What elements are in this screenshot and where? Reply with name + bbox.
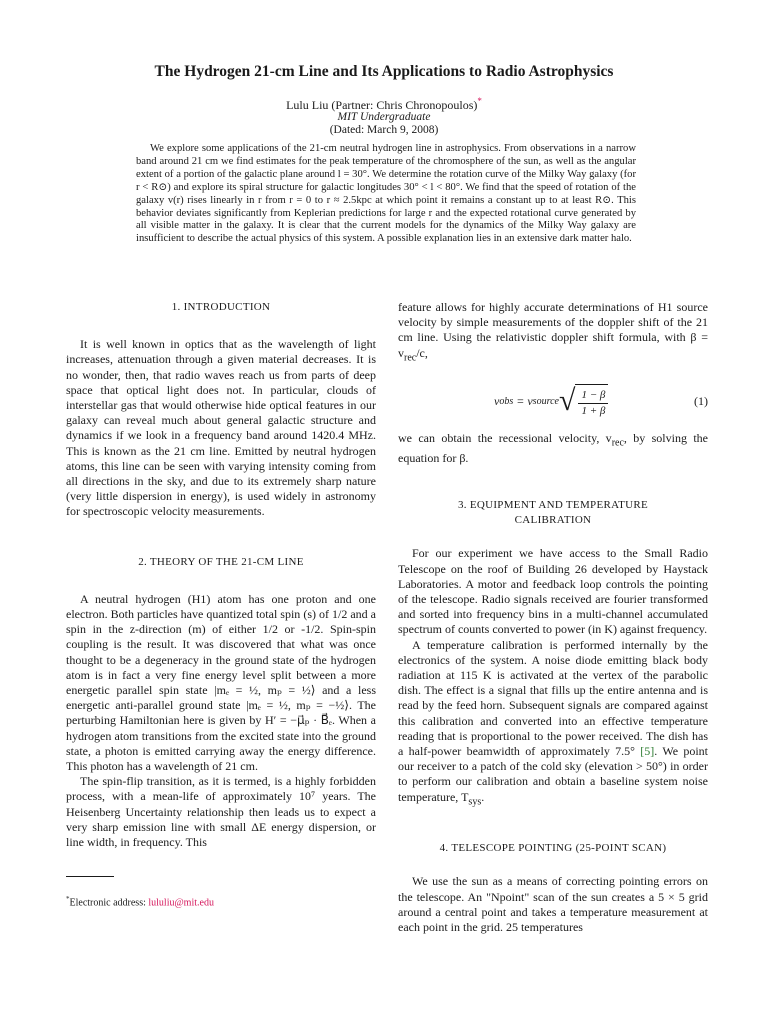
- section-heading-theory: 2. THEORY OF THE 21-CM LINE: [138, 555, 304, 568]
- section-heading-equipment: 3. EQUIPMENT AND TEMPERATURE CALIBRATION: [457, 499, 649, 527]
- section-heading-introduction: 1. INTRODUCTION: [171, 301, 271, 313]
- section-heading-pointing: 4. TELESCOPE POINTING (25-POINT SCAN): [439, 842, 667, 855]
- author-footnote-mark[interactable]: *: [477, 96, 482, 106]
- equation-1: [398, 379, 708, 423]
- theory-paragraph-1: A neutral hydrogen (H1) atom has one proton and one electron. Both particles have quantized total spin (s) of 1/2 and a spin in the z-direction (m) of either 1/2 or -1/2. Spin-spin coupling is the result. It was discovered that what was once thought to be a degeneracy in the ground state of the hydrogen atom is in fact a very fine energy level split between a more energetic parallel spin state |mₑ = ½, mₚ = ½⟩ and a less energetic anti-parallel ground state |mₑ = ½, mₚ = −½⟩. The perturbing Hamiltonian here is given by H′ = −μ⃗ₚ · B⃗ₑ. When a hydrogen atom transitions from the excited state into the ground state, a photon is emitted carrying away the energy difference. This photon has a wavelength of 21 cm.: [66, 591, 376, 774]
- abstract: We explore some applications of the 21-cm neutral hydrogen line in astrophysics. From observations in a narrow band around 21 cm we find estimates for the peak temperature of the chromosphere of the sun, as well as the angular extent of a portion of the galactic plane around l = 30°. We determine the rotation curve of the Milky Way galaxy (for r < R⊙) and explore its spiral structure for galactic longitudes 30° < l < 80°. We find that the speed of rotation of the galaxy v(r) rises linearly in r from r = 0 to r ≈ 2.5kpc at which point it remains a constant up to at least R⊙. This behavior deviates significantly from Keplerian predictions for large r and the expected rotational curve generated by all visible matter in the galaxy. It is clear that the current models for the dynamics of the Milky Way galaxy are insufficient to describe the actual physics of this system. A possible explanation lies in an extensive dark matter halo.: [136, 143, 636, 245]
- intro-paragraph: It is well known in optics that as the wavelength of light increases, attenuation through a given material decreases. It is no wonder, then, that radio waves reach us from parts of deep space that optical light does not. In particular, clouds of interstellar gas that would otherwise hide optical features in our galaxy can reveal much about general galactic structure and dynamics if we look in a frequency band around 1420.4 MHz. This is known as the 21 cm line. Emitted by neutral hydrogen atoms, this line can be seen with varying intensity coming from all directions in the sky, and due to its extremely sharp nature (very little dispersion in energy), is used widely in astronomy for spectroscopic velocity measurements.: [66, 337, 376, 519]
- recessional-velocity-paragraph: we can obtain the recessional velocity, $v_{rec}$, by solving the equation for β.: [398, 431, 709, 465]
- right-column: [398, 300, 708, 935]
- affiliation: MIT Undergraduate: [337, 111, 431, 123]
- doppler-paragraph: feature allows for highly accurate determinations of H1 source velocity by simple measurements of the doppler shift of the 21 cm line. Using the relativistic doppler shift formula, with $\beta = v_{rec}/c$,: [398, 300, 708, 363]
- sqrt-icon: √: [558, 384, 576, 418]
- citation-link[interactable]: [5]: [640, 744, 655, 759]
- pointing-paragraph: We use the sun as a means of correcting pointing errors on the telescope. An "Npoint" scan of the sun creates a 5 × 5 grid around a central point and takes a temperature measurement at each point in the grid. 25 temperatures: [398, 874, 708, 935]
- equation-number: (1): [694, 393, 708, 408]
- date-line: (Dated: March 9, 2008): [329, 124, 439, 136]
- footnote-divider: [66, 876, 114, 877]
- equipment-paragraph-1: For our experiment we have access to the Small Radio Telescope on the roof of Building 26 developed by Haystack Laboratories. A motor and feedback loop controls the pointing of the telescope. Radio signals received are fourier transformed and sorted into frequency bins in a multi-channel accumulated spectrum of counts converted to power (in K) against frequency.: [398, 546, 708, 637]
- paper-title: The Hydrogen 21-cm Line and Its Applications to Radio Astrophysics: [154, 63, 614, 80]
- email-link[interactable]: lululiu@mit.edu: [148, 897, 214, 909]
- theory-paragraph-2: The spin-flip transition, as it is termed, is a highly forbidden process, with a mean-life of approximately 10⁷ years. The Heisenberg Uncertainty relationship then leads us to expect a very sharp emission line with small ΔE energy dispersion, or line width, in frequency. This: [66, 774, 376, 850]
- author-names: Lulu Liu (Partner: Chris Chronopoulos): [286, 98, 478, 112]
- footnote: *Electronic address: lululiu@mit.edu: [66, 895, 214, 909]
- equipment-paragraph-2: A temperature calibration is performed internally by the electronics of the system. A noise diode emitting black body radiation at 115 K is activated at the vertex of the parabolic dish. The effect is a signal that fills up the entire antenna and is read by the feed horn. Subsequent signals are compared against this calibration and converted into an effective temperature reading that is proportional to the power received. The dish has a half-power beamwidth of approximately 7.5° [5]. We point our receiver to a patch of the cold sky (elevation > 50°) in order to perform our calibration and obtain a baseline system noise temperature, $T_{sys}$.: [398, 637, 708, 808]
- doppler-formula: ν obs = ν source √ $\frac{1 - \beta}{1 + \beta}$: [494, 384, 608, 419]
- left-column: [66, 300, 376, 850]
